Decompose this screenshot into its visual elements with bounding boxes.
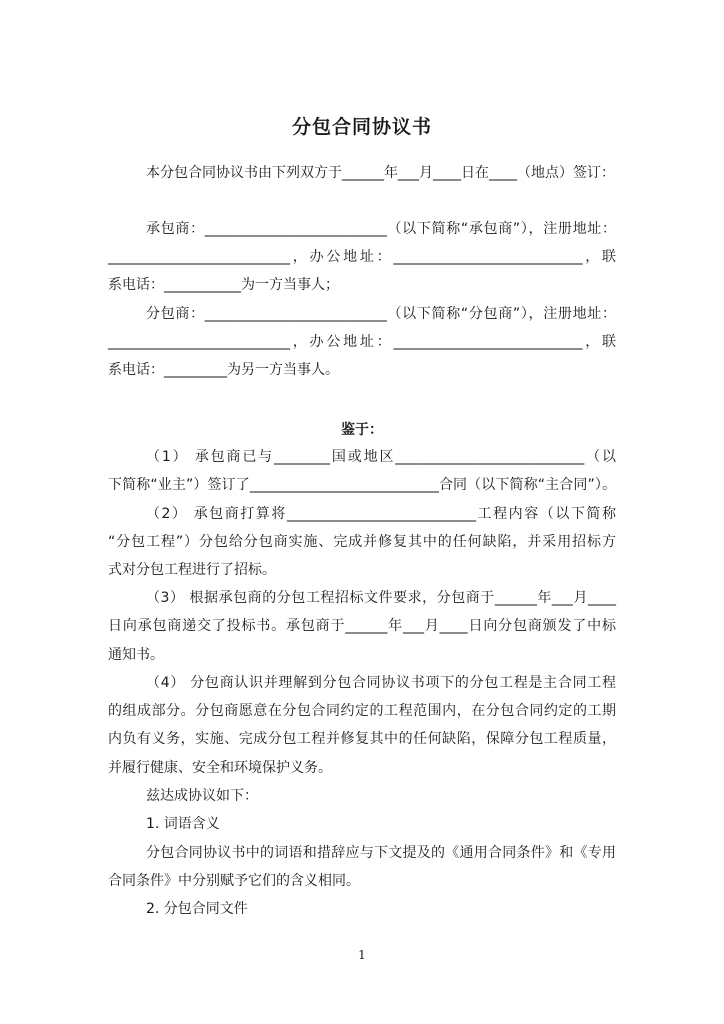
- contractor-line-2: __________________________，办公地址：___________________________，联: [108, 249, 616, 265]
- section-1-line-1: 分包合同协议书中的词语和措辞应与下文提及的《通用合同条件》和《专用: [146, 845, 616, 861]
- clause-3-line-2: 日向承包商递交了投标书。承包商于______年___月____日向分包商颁发了中标: [108, 618, 616, 634]
- clause-1-line-1: （1） 承包商已与________国或地区___________________________（以: [146, 449, 616, 465]
- whereas-heading: 鉴于：: [341, 422, 383, 438]
- subcontractor-line-1: 分包商：__________________________（以下简称“分包商”），注册地址：: [146, 306, 616, 322]
- agreement-intro: 兹达成协议如下：: [146, 788, 258, 804]
- section-1-line-2: 合同条件》中分别赋予它们的含义相同。: [108, 873, 360, 889]
- clause-3-line-1: （3） 根据承包商的分包工程招标文件要求，分包商于______年___月____: [146, 590, 616, 606]
- section-2-heading: 2. 分包合同文件: [146, 901, 248, 917]
- clause-2-line-3: 式对分包工程进行了招标。: [108, 562, 276, 578]
- subcontractor-line-3: 系电话：_________为另一方当事人。: [108, 362, 339, 378]
- clause-4-line-1: （4） 分包商认识并理解到分包合同协议书项下的分包工程是主合同工程: [146, 675, 616, 691]
- clause-4-line-3: 内负有义务，实施、完成分包工程并修复其中的任何缺陷，保障分包工程质量，: [108, 731, 616, 747]
- contractor-line-1: 承包商：__________________________（以下简称“承包商”），注册地址：: [146, 221, 616, 237]
- section-1-heading: 1. 词语含义: [146, 816, 220, 832]
- clause-2-line-2: “分包工程”）分包给分包商实施、完成并修复其中的任何缺陷，并采用招标方: [108, 534, 616, 550]
- document-title: 分包合同协议书: [291, 116, 432, 138]
- clause-2-line-1: （2） 承包商打算将___________________________工程内容（以下简称: [146, 506, 616, 522]
- page-number: 1: [358, 948, 366, 962]
- clause-4-line-2: 的组成部分。分包商愿意在分包合同约定的工程范围内，在分包合同约定的工期: [108, 703, 616, 719]
- clause-3-line-3: 通知书。: [108, 647, 164, 663]
- intro-paragraph: 本分包合同协议书由下列双方于______年___月____日在____（地点）签订：: [146, 165, 615, 181]
- contractor-line-3: 系电话：___________为一方当事人；: [108, 277, 339, 293]
- clause-1-line-2: 下简称“业主”）签订了___________________________合同（以下简称“主合同”）。: [108, 477, 616, 493]
- subcontractor-line-2: __________________________，办公地址：___________________________，联: [108, 334, 616, 350]
- clause-4-line-4: 并履行健康、安全和环境保护义务。: [108, 760, 332, 776]
